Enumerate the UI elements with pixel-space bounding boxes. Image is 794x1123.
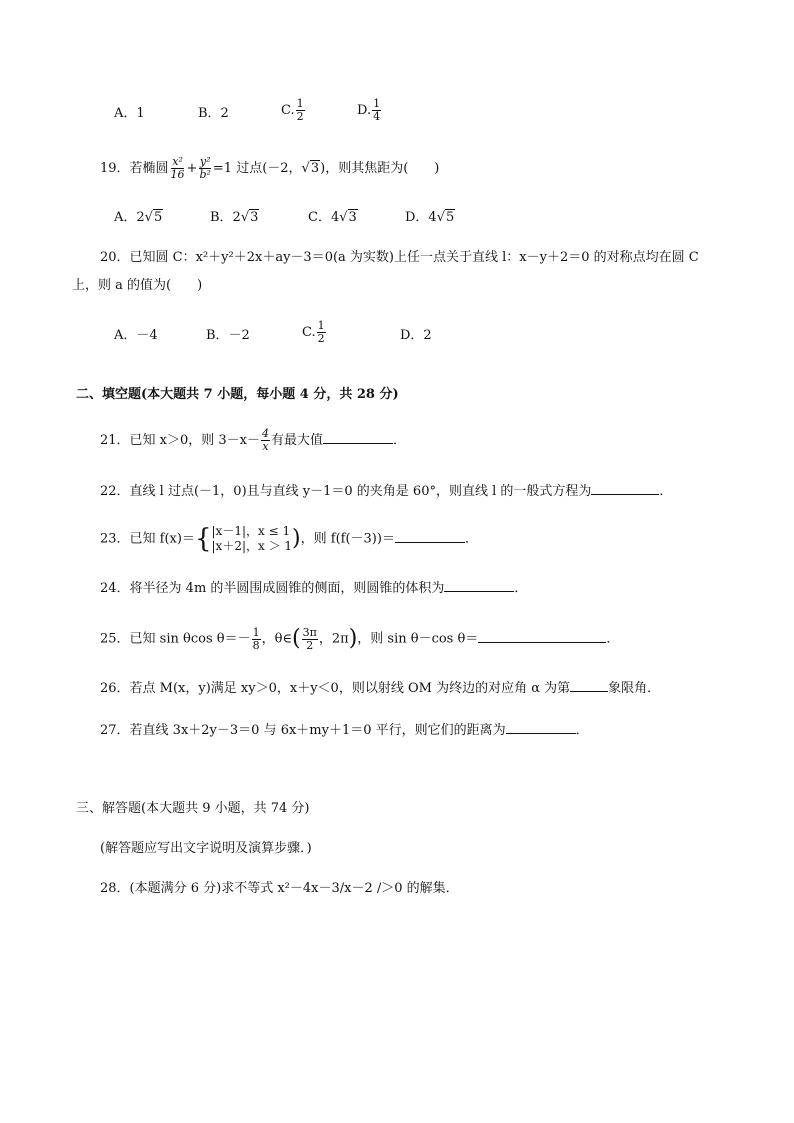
q21-answer-blank[interactable] bbox=[323, 431, 393, 444]
q27-answer-blank[interactable] bbox=[506, 721, 576, 734]
question-24: 24．将半径为 4m 的半圆围成圆锥的侧面，则圆锥的体积为 ． bbox=[100, 581, 528, 596]
question-22: 22．直线 l 过点(－1，0)且与直线 y－1＝0 的夹角是 60°，则直线 l 的一般式方程为 ． bbox=[100, 484, 673, 499]
q20-option-d: D．2 bbox=[400, 328, 432, 343]
q20-option-c: C. $\frac{1}{2}$ bbox=[302, 319, 325, 345]
q25-answer-blank[interactable] bbox=[478, 630, 606, 643]
section-3-note: (解答题应写出文字说明及演算步骤．) bbox=[100, 841, 312, 856]
q25-fraction: $\frac{1}{8}$ bbox=[252, 625, 260, 652]
q18-option-b: B．2 bbox=[198, 106, 229, 121]
q24-answer-blank[interactable] bbox=[444, 579, 514, 592]
q19-option-a: A．2√5 bbox=[114, 210, 163, 225]
q22-answer-blank[interactable] bbox=[591, 482, 659, 495]
q23-piecewise: |x－1|，x ≤ 1 |x＋2|，x ＞ 1 bbox=[211, 524, 293, 553]
question-26: 26．若点 M(x，y)满足 xy＞0，x＋y＜0，则以射线 OM 为终边的对应角 α 为第 象限角． bbox=[100, 681, 661, 696]
q23-answer-blank[interactable] bbox=[395, 530, 465, 543]
q18-option-d: D. $\frac{1}{4}$ bbox=[357, 97, 381, 123]
q25-interval-fraction: $\frac{3\pi}{2}$ bbox=[302, 625, 317, 652]
section-3-heading: 三、解答题(本大题共 9 小题，共 74 分) bbox=[76, 801, 310, 816]
question-27: 27．若直线 3x＋2y－3＝0 与 6x＋my＋1＝0 平行，则它们的距离为 ． bbox=[100, 723, 589, 738]
q19-fraction-y: $\frac{\text{y²}}{\text{b²}}$ bbox=[199, 155, 211, 181]
q23-left-brace: { bbox=[194, 524, 212, 554]
q19-sqrt: √3 bbox=[301, 161, 320, 176]
q19-option-d: D．4√5 bbox=[405, 210, 455, 225]
q26-answer-blank[interactable] bbox=[570, 679, 608, 692]
q18-option-c: C. $\frac{1}{2}$ bbox=[281, 97, 304, 123]
section-2-heading: 二、填空题(本大题共 7 小题，每小题 4 分，共 28 分) bbox=[76, 387, 399, 402]
q19-fraction-x: $\frac{\text{x²}}{16}$ bbox=[170, 155, 185, 181]
q20-c-fraction: $\frac{1}{2}$ bbox=[317, 319, 325, 345]
q19-option-b: B．2√3 bbox=[210, 210, 259, 225]
q20-line2: 上，则 a 的值为( ) bbox=[72, 278, 203, 293]
q21-fraction: $\frac{4}{x}$ bbox=[262, 427, 270, 453]
q20-line1: 20．已知圆 C：x²＋y²＋2x＋ay－3＝0(a 为实数)上任一点关于直线 l：x－y＋2＝0 的对称点均在圆 C bbox=[100, 250, 699, 265]
q18-option-a: A．1 bbox=[114, 106, 145, 121]
q18-c-fraction: $\frac{1}{2}$ bbox=[296, 97, 304, 123]
question-28: 28．(本题满分 6 分)求不等式 x²－4x－3/x－2 /＞0 的解集． bbox=[100, 881, 459, 896]
q19-option-c: C．4√3 bbox=[308, 210, 357, 225]
question-23: 23．已知 f(x)＝{ |x－1|，x ≤ 1 |x＋2|，x ＞ 1 )，则 f(f(－3))＝ ． bbox=[100, 524, 478, 554]
question-25: 25．已知 sin θcos θ＝－ $\frac{1}{8}$ ，θ∈( $\frac{3\pi}{2}$ ，2π)，则 sin θ－cos θ＝ ． bbox=[100, 625, 620, 652]
q18-d-fraction: $\frac{1}{4}$ bbox=[373, 97, 381, 123]
q20-option-a: A．－4 bbox=[114, 328, 158, 343]
q20-option-b: B．－2 bbox=[206, 328, 250, 343]
question-21: 21．已知 x＞0，则 3－x－ $\frac{4}{x}$ 有最大值 ． bbox=[100, 427, 407, 453]
question-19: 19．若椭圆 $\frac{\text{x²}}{16}$ + $\frac{\text{y²}}{\text{b²}}$ =1 过点(－2，√3)，则其焦距为( ) bbox=[100, 155, 440, 181]
